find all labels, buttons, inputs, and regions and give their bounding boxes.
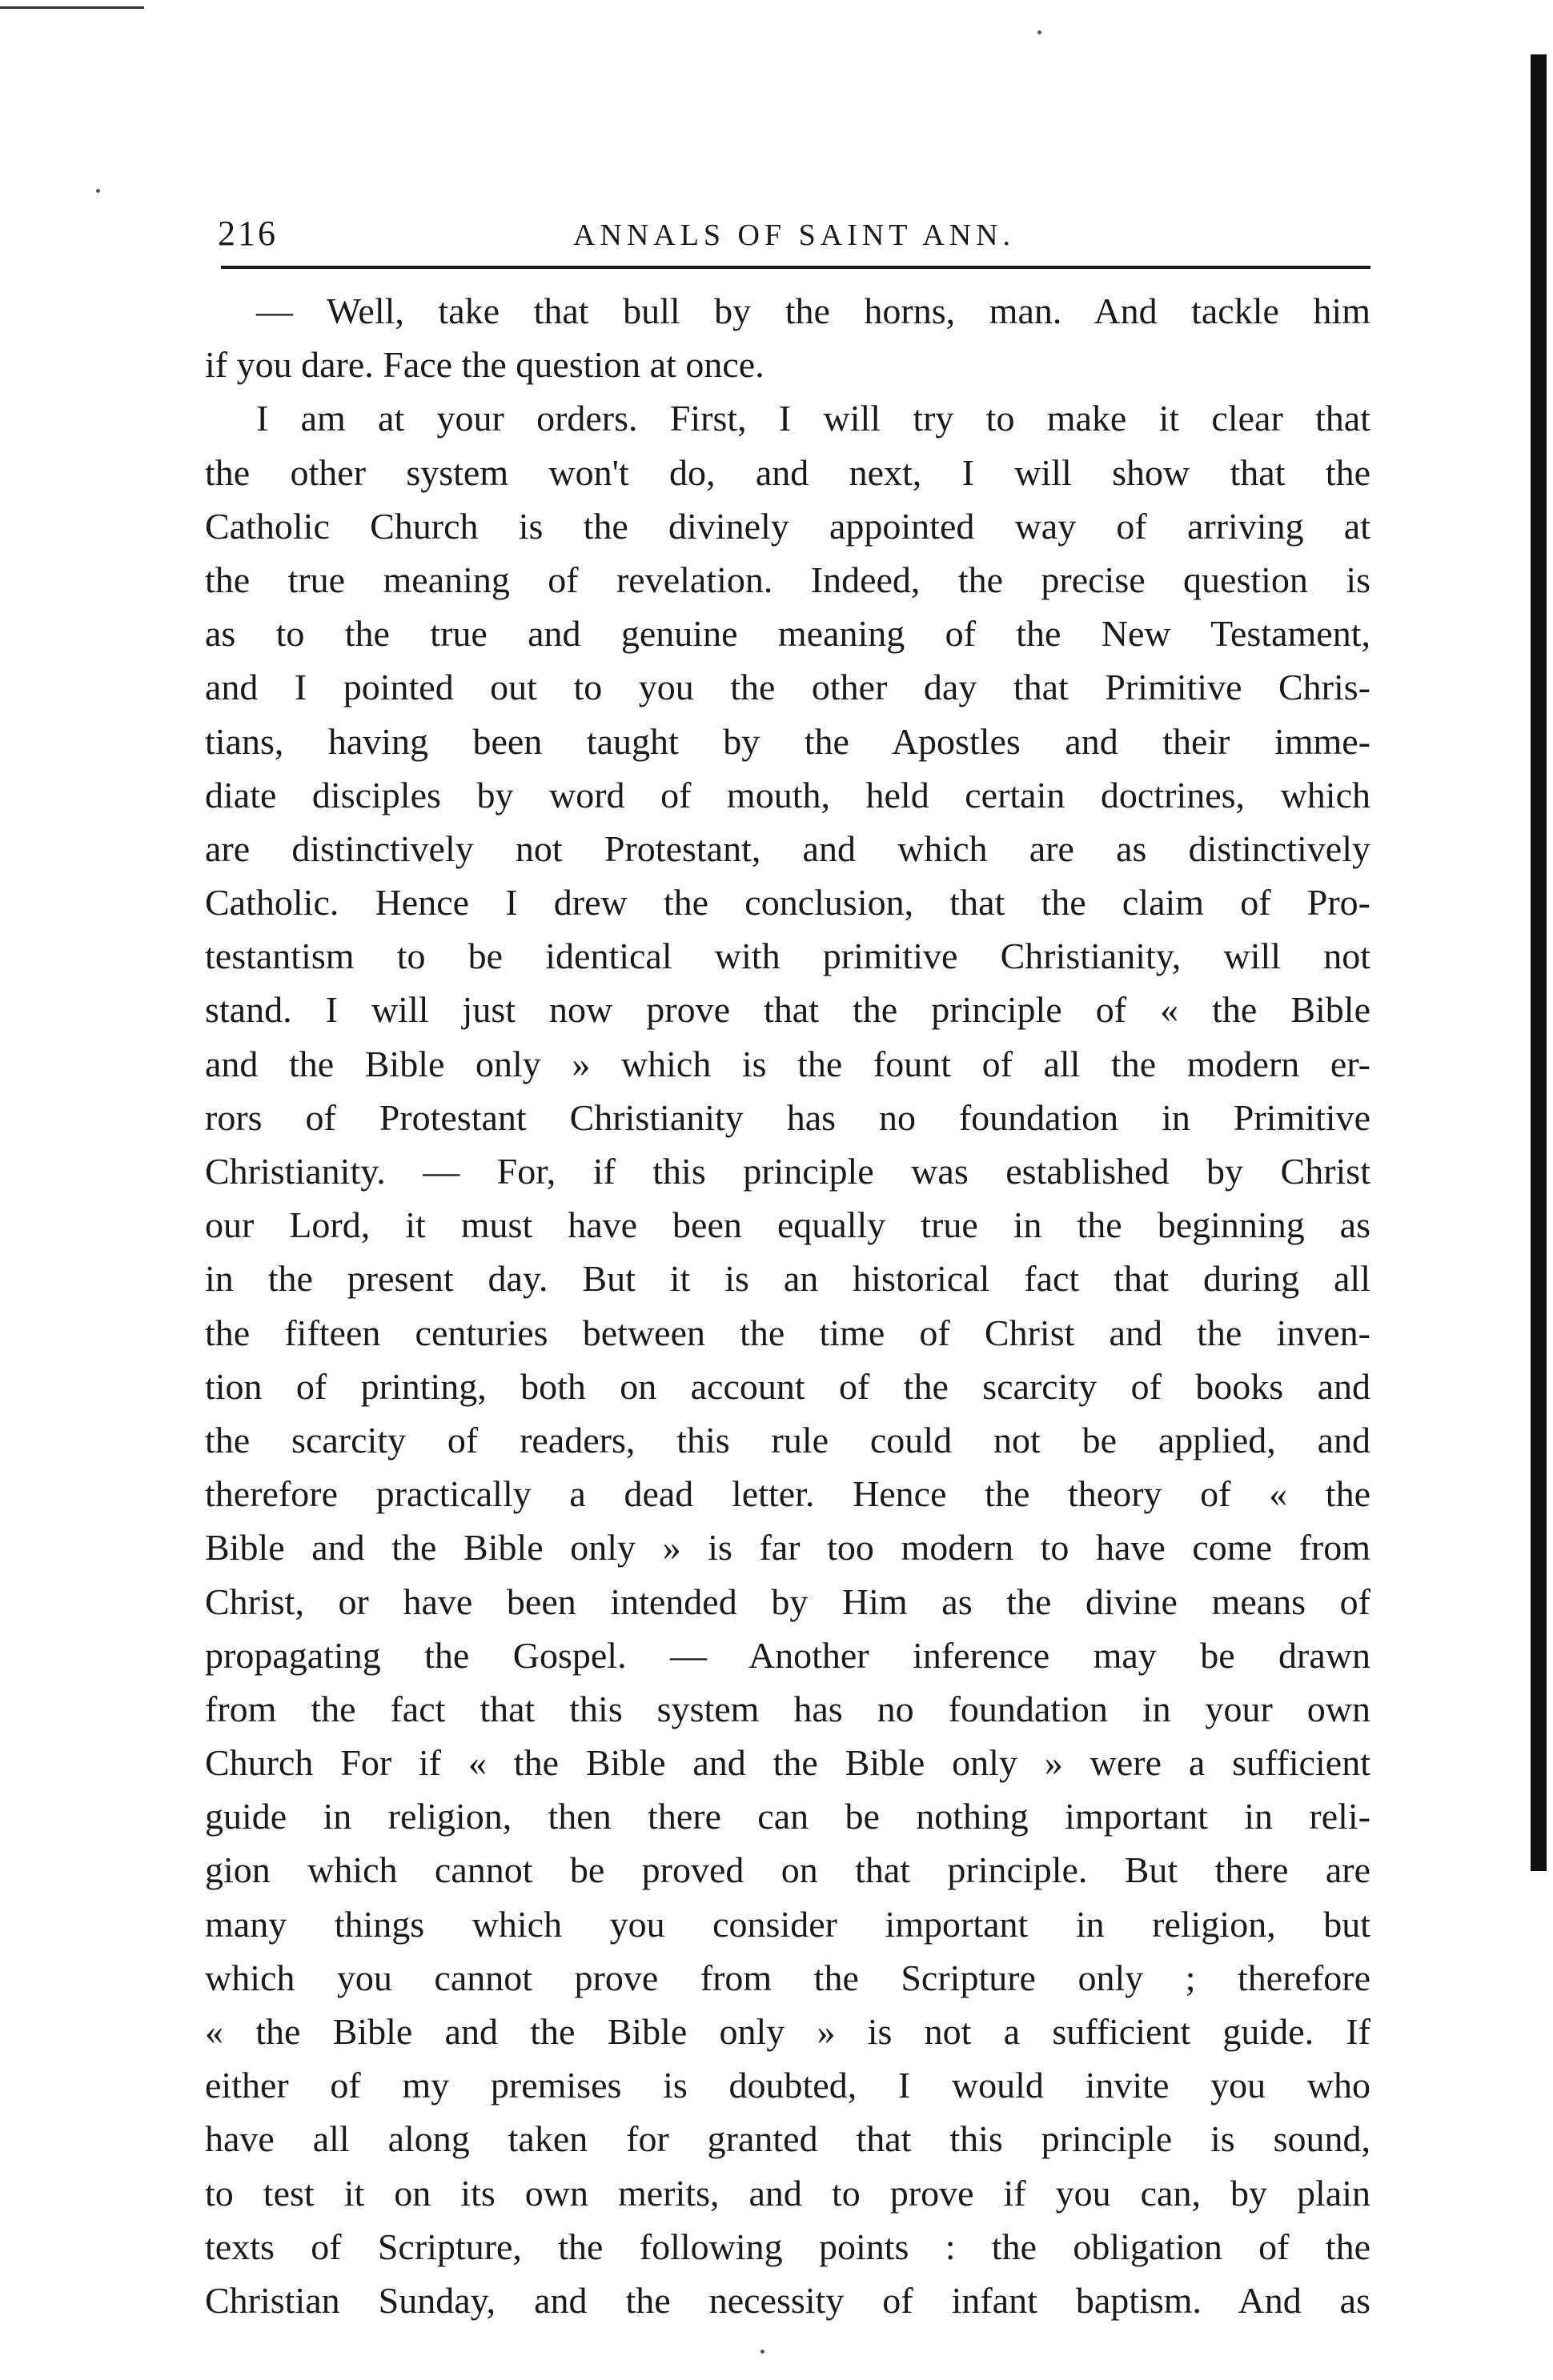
text-line: and the Bible only » which is the fount of all the modern er- [205,1043,1370,1084]
text-line: rors of Protestant Christianity has no foundation in Primitive [205,1096,1370,1138]
text-line: are distinctively not Protestant, and which are as distinctively [205,827,1370,869]
text-line: Catholic Church is the divinely appointed way of arriving at [205,505,1370,547]
text-line: Christ, or have been intended by Him as the divine means of [205,1581,1370,1622]
text-line: as to the true and genuine meaning of the New Testament, [205,613,1370,655]
text-line: — Well, take that bull by the horns, man. And tackle him [256,290,1370,331]
text-line: gion which cannot be proved on that principle. But there are [205,1849,1370,1891]
text-line: our Lord, it must have been equally true in the beginning as [205,1204,1370,1246]
text-line: the true meaning of revelation. Indeed, the precise question is [205,559,1370,600]
running-title: ANNALS OF SAINT ANN. [572,218,1016,252]
text-line: if you dare. Face the question at once. [205,344,764,386]
header-rule [221,266,1370,269]
text-line: the scarcity of readers, this rule could not be applied, and [205,1419,1370,1460]
text-line: the other system won't do, and next, I will show that the [205,451,1370,493]
text-line: stand. I will just now prove that the principle of « the Bible [205,989,1370,1031]
text-line: Christian Sunday, and the necessity of infant baptism. And as [205,2279,1370,2321]
text-line: propagating the Gospel. — Another inference may be drawn [205,1634,1370,1676]
text-line: which you cannot prove from the Scripture only ; therefore [205,1957,1370,1998]
text-line: to test it on its own merits, and to prove if you can, by plain [205,2172,1370,2214]
scan-speck [760,2350,764,2354]
scan-edge-mark [0,6,144,9]
scan-speck [96,189,100,193]
text-line: diate disciples by word of mouth, held certain doctrines, which [205,774,1370,815]
text-line: guide in religion, then there can be nothing important in reli- [205,1796,1370,1837]
text-line: Bible and the Bible only » is far too modern to have come from [205,1527,1370,1569]
text-line: « the Bible and the Bible only » is not a sufficient guide. If [205,2011,1370,2052]
page-header [218,210,1370,266]
text-line: tion of printing, both on account of the scarcity of books and [205,1365,1370,1407]
text-line: testantism to be identical with primitive Christianity, will not [205,936,1370,977]
text-line: texts of Scripture, the following points : the obligation of the [205,2226,1370,2267]
text-line: from the fact that this system has no foundation in your own [205,1688,1370,1729]
text-line: either of my premises is doubted, I would invite you who [205,2065,1370,2106]
text-line: I am at your orders. First, I will try to make it clear that [256,398,1370,439]
text-line: therefore practically a dead letter. Hence the theory of « the [205,1473,1370,1515]
scan-binding-shadow [1531,54,1547,1871]
text-line: have all along taken for granted that this principle is sound, [205,2118,1370,2160]
text-line: in the present day. But it is an historical fact that during all [205,1258,1370,1300]
text-line: and I pointed out to you the other day that Primitive Chris- [205,667,1370,708]
body-text [205,284,1370,2327]
text-line: Catholic. Hence I drew the conclusion, that the claim of Pro- [205,882,1370,924]
page-number: 216 [218,214,278,253]
text-line: Christianity. — For, if this principle was established by Christ [205,1151,1370,1192]
text-line: Church For if « the Bible and the Bible only » were a sufficient [205,1742,1370,1784]
scan-speck [1037,30,1041,34]
text-line: the fifteen centuries between the time of Christ and the inven- [205,1312,1370,1353]
text-line: tians, having been taught by the Apostles and their imme- [205,720,1370,762]
text-line: many things which you consider important in religion, but [205,1903,1370,1945]
